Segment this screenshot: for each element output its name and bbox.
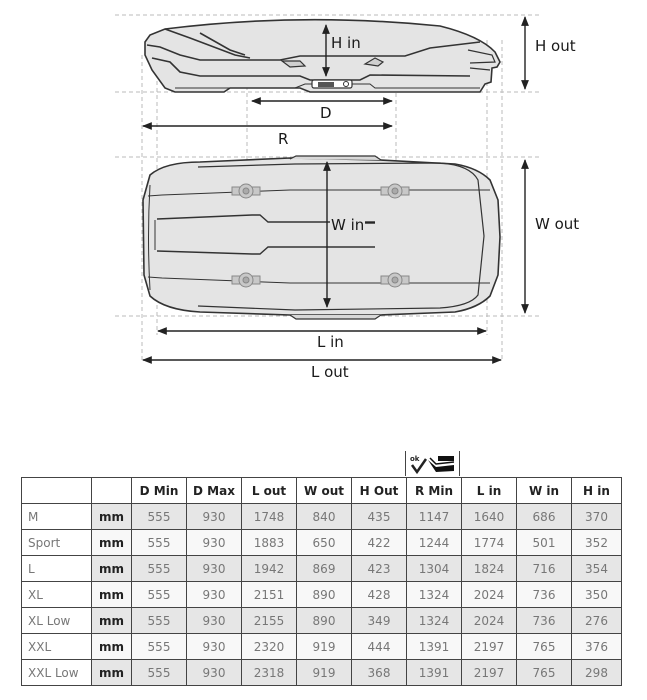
cell-w-in: 716 bbox=[517, 556, 572, 582]
cell-d-max: 930 bbox=[187, 504, 242, 530]
h-in-label: H in bbox=[331, 34, 361, 52]
cell-d-max: 930 bbox=[187, 530, 242, 556]
cell-w-out: 919 bbox=[297, 634, 352, 660]
w-out-label: W out bbox=[535, 215, 580, 233]
cell-h-out: 349 bbox=[352, 608, 407, 634]
cell-h-out: 422 bbox=[352, 530, 407, 556]
cell-h-out: 368 bbox=[352, 660, 407, 686]
cell-model-name: XL Low bbox=[22, 608, 92, 634]
table-row bbox=[22, 530, 622, 556]
cell-w-in: 765 bbox=[517, 634, 572, 660]
cell-l-in: 2197 bbox=[462, 634, 517, 660]
cell-d-min: 555 bbox=[132, 660, 187, 686]
table-row bbox=[22, 582, 622, 608]
cell-d-min: 555 bbox=[132, 530, 187, 556]
cell-unit: mm bbox=[92, 634, 132, 660]
roof-box-top-view bbox=[143, 156, 500, 319]
header-h-out: H Out bbox=[352, 478, 407, 504]
table-header-row bbox=[22, 478, 622, 504]
header-model bbox=[22, 478, 92, 504]
cell-model-name: XXL Low bbox=[22, 660, 92, 686]
cell-w-out: 869 bbox=[297, 556, 352, 582]
cell-d-max: 930 bbox=[187, 556, 242, 582]
cell-d-min: 555 bbox=[132, 608, 187, 634]
cell-w-in: 501 bbox=[517, 530, 572, 556]
svg-text:ok: ok bbox=[410, 455, 420, 463]
cell-l-in: 2197 bbox=[462, 660, 517, 686]
cell-h-out: 444 bbox=[352, 634, 407, 660]
l-in-label: L in bbox=[317, 333, 344, 351]
cell-l-out: 1883 bbox=[242, 530, 297, 556]
cell-w-in: 736 bbox=[517, 582, 572, 608]
cell-d-min: 555 bbox=[132, 634, 187, 660]
cell-model-name: M bbox=[22, 504, 92, 530]
header-l-in: L in bbox=[462, 478, 517, 504]
cell-l-out: 2151 bbox=[242, 582, 297, 608]
cell-d-max: 930 bbox=[187, 634, 242, 660]
header-h-in: H in bbox=[572, 478, 622, 504]
d-label: D bbox=[320, 104, 332, 122]
cell-unit: mm bbox=[92, 530, 132, 556]
w-in-label: W in bbox=[331, 216, 365, 234]
table-row bbox=[22, 556, 622, 582]
cell-h-out: 423 bbox=[352, 556, 407, 582]
cell-h-in: 350 bbox=[572, 582, 622, 608]
r-min-clearance-icon-cell bbox=[405, 451, 460, 476]
cell-r-min: 1324 bbox=[407, 582, 462, 608]
dimensions-table bbox=[21, 477, 622, 686]
cell-r-min: 1304 bbox=[407, 556, 462, 582]
cell-model-name: XXL bbox=[22, 634, 92, 660]
cell-h-in: 370 bbox=[572, 504, 622, 530]
cell-l-out: 2318 bbox=[242, 660, 297, 686]
cell-l-in: 1774 bbox=[462, 530, 517, 556]
cell-model-name: Sport bbox=[22, 530, 92, 556]
cell-model-name: L bbox=[22, 556, 92, 582]
cell-r-min: 1391 bbox=[407, 660, 462, 686]
cell-unit: mm bbox=[92, 660, 132, 686]
cell-r-min: 1324 bbox=[407, 608, 462, 634]
h-out-label: H out bbox=[535, 37, 576, 55]
cell-l-in: 1640 bbox=[462, 504, 517, 530]
cell-w-out: 890 bbox=[297, 582, 352, 608]
header-w-in: W in bbox=[517, 478, 572, 504]
cell-l-out: 1942 bbox=[242, 556, 297, 582]
ok-check-clearance-icon bbox=[406, 451, 461, 476]
cell-h-in: 354 bbox=[572, 556, 622, 582]
table-row bbox=[22, 660, 622, 686]
cell-d-min: 555 bbox=[132, 582, 187, 608]
table-row bbox=[22, 608, 622, 634]
cell-unit: mm bbox=[92, 582, 132, 608]
cell-r-min: 1391 bbox=[407, 634, 462, 660]
cell-w-out: 890 bbox=[297, 608, 352, 634]
r-label: R bbox=[278, 130, 289, 148]
l-out-label: L out bbox=[311, 363, 349, 381]
cell-unit: mm bbox=[92, 608, 132, 634]
cell-h-in: 298 bbox=[572, 660, 622, 686]
cell-w-in: 765 bbox=[517, 660, 572, 686]
cell-w-out: 840 bbox=[297, 504, 352, 530]
cell-d-max: 930 bbox=[187, 582, 242, 608]
cell-r-min: 1147 bbox=[407, 504, 462, 530]
cell-w-in: 736 bbox=[517, 608, 572, 634]
cell-unit: mm bbox=[92, 556, 132, 582]
cell-w-out: 650 bbox=[297, 530, 352, 556]
cell-h-in: 276 bbox=[572, 608, 622, 634]
header-unit bbox=[92, 478, 132, 504]
cell-h-out: 435 bbox=[352, 504, 407, 530]
cell-l-out: 2320 bbox=[242, 634, 297, 660]
table-row bbox=[22, 504, 622, 530]
cell-l-in: 1824 bbox=[462, 556, 517, 582]
cell-r-min: 1244 bbox=[407, 530, 462, 556]
cell-d-min: 555 bbox=[132, 504, 187, 530]
cell-model-name: XL bbox=[22, 582, 92, 608]
cell-l-in: 2024 bbox=[462, 582, 517, 608]
header-l-out: L out bbox=[242, 478, 297, 504]
header-r-min: R Min bbox=[407, 478, 462, 504]
cell-l-out: 1748 bbox=[242, 504, 297, 530]
cell-h-in: 376 bbox=[572, 634, 622, 660]
cell-d-max: 930 bbox=[187, 608, 242, 634]
roof-box-side-view bbox=[145, 20, 500, 92]
cell-h-in: 352 bbox=[572, 530, 622, 556]
header-w-out: W out bbox=[297, 478, 352, 504]
table-row bbox=[22, 634, 622, 660]
cell-unit: mm bbox=[92, 504, 132, 530]
cell-h-out: 428 bbox=[352, 582, 407, 608]
cell-l-in: 2024 bbox=[462, 608, 517, 634]
cell-l-out: 2155 bbox=[242, 608, 297, 634]
cell-d-min: 555 bbox=[132, 556, 187, 582]
cell-w-in: 686 bbox=[517, 504, 572, 530]
cell-d-max: 930 bbox=[187, 660, 242, 686]
cell-w-out: 919 bbox=[297, 660, 352, 686]
header-d-max: D Max bbox=[187, 478, 242, 504]
header-d-min: D Min bbox=[132, 478, 187, 504]
